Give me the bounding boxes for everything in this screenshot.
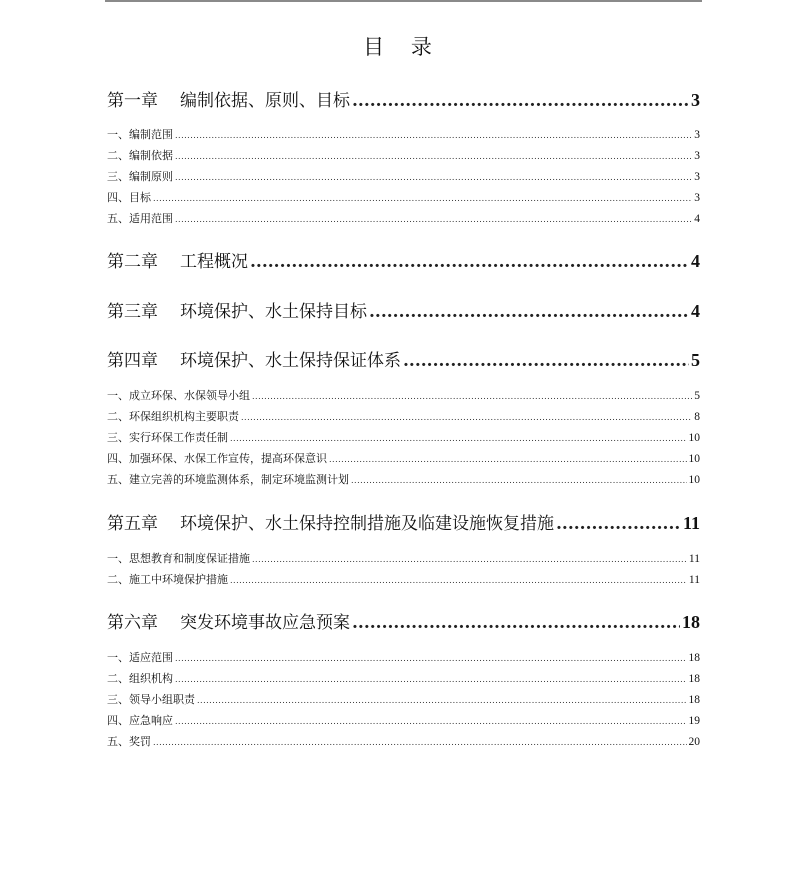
leader-dots	[252, 555, 687, 564]
toc-entry[interactable]	[107, 126, 700, 142]
entry-page-number: 5	[694, 390, 700, 402]
chapter-number: 第四章	[107, 351, 158, 371]
toc-chapter-6[interactable]	[107, 608, 700, 632]
toc-title: 目 录	[363, 35, 442, 59]
entry-label: 五、建立完善的环境监测体系，制定环境监测计划	[107, 473, 349, 486]
leader-dots	[175, 215, 692, 224]
chapter-label	[107, 297, 367, 322]
entry-label: 一、成立环保、水保领导小组	[107, 389, 250, 402]
toc-chapter-5[interactable]	[107, 509, 700, 533]
entry-page-number: 8	[694, 411, 700, 423]
leader-dots	[175, 152, 692, 161]
leader-dots	[556, 514, 681, 534]
leader-dots	[369, 302, 689, 322]
toc-entry[interactable]	[107, 733, 700, 749]
entry-label: 三、实行环保工作责任制	[107, 431, 228, 444]
toc-entry[interactable]	[107, 712, 700, 728]
toc-entry[interactable]	[107, 691, 700, 707]
chapter-page-number: 4	[691, 301, 700, 321]
toc-entry[interactable]	[107, 387, 700, 403]
chapter-title: 编制依据、原则、目标	[180, 91, 350, 111]
entry-label: 一、适应范围	[107, 651, 173, 664]
toc-chapter-3[interactable]	[107, 297, 700, 321]
entry-label: 四、加强环保、水保工作宣传，提高环保意识	[107, 452, 327, 465]
chapter-label	[107, 86, 350, 111]
entry-page-number: 11	[688, 574, 700, 586]
entry-page-number: 11	[688, 553, 700, 565]
toc-entry[interactable]	[107, 408, 700, 424]
toc-entry[interactable]	[107, 571, 700, 587]
chapter-label	[107, 247, 248, 272]
leader-dots	[230, 434, 687, 443]
leader-dots	[352, 613, 680, 633]
chapter-page-number: 18	[682, 612, 700, 632]
toc-entry[interactable]	[107, 550, 700, 566]
leader-dots	[197, 696, 687, 705]
leader-dots	[153, 194, 692, 203]
entry-page-number: 3	[694, 171, 700, 183]
chapter-title: 环境保护、水土保持控制措施及临建设施恢复措施	[180, 514, 554, 534]
page-top-rule	[105, 0, 702, 2]
leader-dots	[175, 173, 692, 182]
entry-page-number: 3	[694, 150, 700, 162]
toc-chapter-1[interactable]	[107, 86, 700, 110]
toc-chapter-2[interactable]	[107, 247, 700, 271]
chapter-number: 第三章	[107, 302, 158, 322]
chapter-number: 第五章	[107, 514, 158, 534]
toc-entry[interactable]	[107, 471, 700, 487]
leader-dots	[352, 91, 689, 111]
chapter-title: 环境保护、水土保持保证体系	[180, 351, 401, 371]
entry-label: 二、组织机构	[107, 672, 173, 685]
entry-page-number: 3	[694, 129, 700, 141]
chapter-page-number: 3	[691, 90, 700, 110]
leader-dots	[175, 675, 687, 684]
entry-page-number: 19	[688, 715, 700, 727]
chapter-label	[107, 509, 554, 534]
entry-page-number: 10	[688, 453, 700, 465]
entry-label: 三、编制原则	[107, 170, 173, 183]
leader-dots	[175, 654, 687, 663]
chapter-page-number: 11	[682, 513, 700, 533]
leader-dots	[403, 351, 689, 371]
leader-dots	[230, 576, 687, 585]
leader-dots	[153, 738, 687, 747]
toc-entry[interactable]	[107, 147, 700, 163]
toc-chapter-4[interactable]	[107, 346, 700, 370]
chapter-page-number: 5	[691, 350, 700, 370]
entry-page-number: 20	[688, 736, 700, 748]
leader-dots	[329, 455, 687, 464]
entry-page-number: 10	[688, 432, 700, 444]
leader-dots	[241, 413, 692, 422]
entry-label: 五、适用范围	[107, 212, 173, 225]
leader-dots	[351, 476, 687, 485]
entry-label: 三、领导小组职责	[107, 693, 195, 706]
leader-dots	[252, 392, 692, 401]
toc-entry[interactable]	[107, 189, 700, 205]
entry-label: 四、目标	[107, 191, 151, 204]
toc-entry[interactable]	[107, 168, 700, 184]
leader-dots	[250, 252, 689, 272]
entry-page-number: 18	[688, 652, 700, 664]
entry-page-number: 4	[694, 213, 700, 225]
entry-page-number: 18	[688, 673, 700, 685]
leader-dots	[175, 131, 692, 140]
chapter-label	[107, 346, 401, 371]
leader-dots	[175, 717, 687, 726]
entry-page-number: 10	[688, 474, 700, 486]
chapter-page-number: 4	[691, 251, 700, 271]
chapter-title: 环境保护、水土保持目标	[180, 302, 367, 322]
chapter-number: 第二章	[107, 252, 158, 272]
entry-label: 二、环保组织机构主要职责	[107, 410, 239, 423]
entry-label: 一、编制范围	[107, 128, 173, 141]
entry-label: 二、编制依据	[107, 149, 173, 162]
entry-label: 一、思想教育和制度保证措施	[107, 552, 250, 565]
entry-page-number: 3	[694, 192, 700, 204]
toc-entry[interactable]	[107, 670, 700, 686]
toc-entry[interactable]	[107, 429, 700, 445]
toc-entry[interactable]	[107, 450, 700, 466]
entry-label: 五、奖罚	[107, 735, 151, 748]
chapter-title: 工程概况	[180, 252, 248, 272]
chapter-label	[107, 608, 350, 633]
chapter-number: 第六章	[107, 613, 158, 633]
entry-label: 二、施工中环境保护措施	[107, 573, 228, 586]
entry-label: 四、应急响应	[107, 714, 173, 727]
toc-entry[interactable]	[107, 649, 700, 665]
chapter-number: 第一章	[107, 91, 158, 111]
entry-page-number: 18	[688, 694, 700, 706]
toc-entry[interactable]	[107, 210, 700, 226]
chapter-title: 突发环境事故应急预案	[180, 613, 350, 633]
